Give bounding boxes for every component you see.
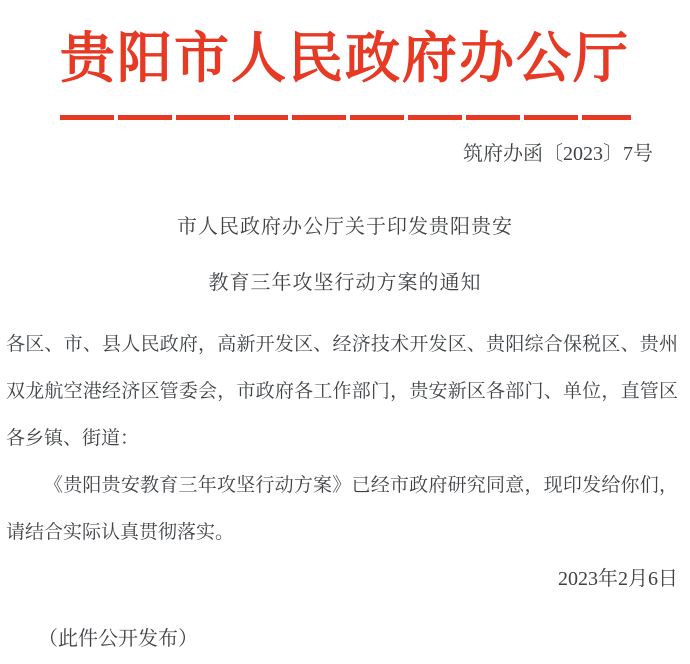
document-title xyxy=(0,199,690,311)
document-title-line-1: 市人民政府办公厅关于印发贵阳贵安 xyxy=(177,216,513,238)
masthead-divider xyxy=(60,115,631,120)
public-release-note: （此件公开发布） xyxy=(38,628,198,650)
agency-masthead: 贵阳市人民政府办公厅 xyxy=(59,28,630,89)
document-title-line-2: 教育三年攻坚行动方案的通知 xyxy=(208,272,482,294)
recipients-paragraph: 各区、市、县人民政府，高新开发区、经济技术开发区、贵阳综合保税区、贵州双龙航空港经济区管委会，市政府各工作部门，贵安新区各部门、单位，直管区各乡镇、街道： xyxy=(6,334,678,449)
document-reference-number: 筑府办函〔2023〕7号 xyxy=(463,143,653,165)
body-paragraph: 《贵阳贵安教育三年攻坚行动方案》已经市政府研究同意，现印发给你们，请结合实际认真贯彻落实。 xyxy=(6,475,678,543)
document-date: 2023年2月6日 xyxy=(558,568,678,590)
